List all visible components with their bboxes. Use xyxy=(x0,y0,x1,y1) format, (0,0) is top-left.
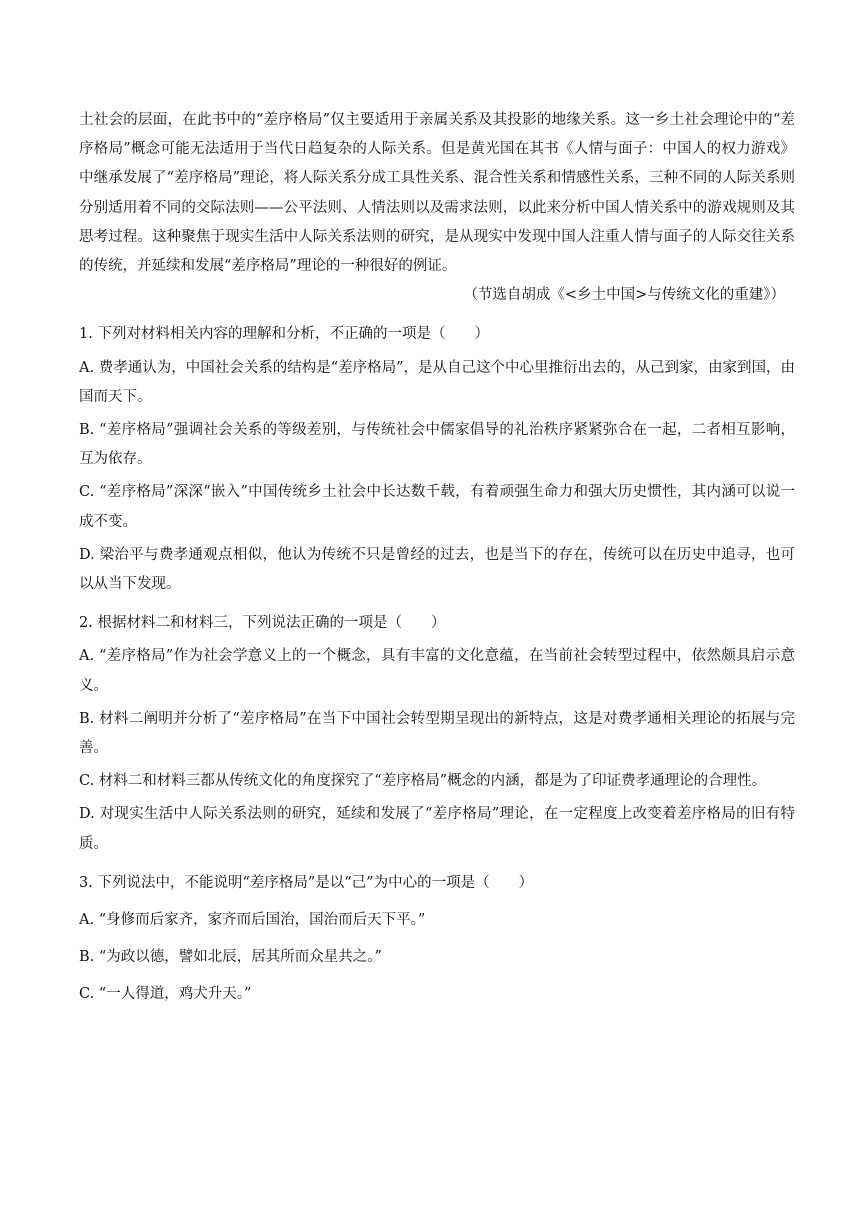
question-3-option-c: C. “一人得道，鸡犬升天。” xyxy=(79,986,252,1003)
question-1-option-a: A. 费孝通认为，中国社会关系的结构是“差序格局”，是从自己这个中心里推衍出去的，从己到家，由家到国，由国而天下。 xyxy=(79,359,796,405)
question-3-stem: 3. 下列说法中，不能说明“差序格局”是以“己”为中心的一项是（ ） xyxy=(79,874,534,891)
question-2-option-c: C. 材料二和材料三都从传统文化的角度探究了“差序格局”概念的内涵，都是为了印证费孝通理论的合理性。 xyxy=(79,773,767,790)
question-1-option-d: D. 梁治平与费孝通观点相似，他认为传统不只是曾经的过去，也是当下的存在，传统可以在历史中追寻，也可以从当下发现。 xyxy=(79,546,795,593)
question-1-option-b: B. “差序格局”强调社会关系的等级差别，与传统社会中儒家倡导的礼治秩序紧紧弥合在一起，二者相互影响，互为依存。 xyxy=(79,422,795,468)
passage-source: （节选自胡成《<乡土中国>与传统文化的重建》） xyxy=(463,287,785,304)
question-2-option-a: A. “差序格局”作为社会学意义上的一个概念，具有丰富的文化意蕴，在当前社会转型过程中，依然颇具启示意义。 xyxy=(79,648,795,694)
document-page xyxy=(79,106,795,1010)
question-2-stem: 2. 根据材料二和材料三，下列说法正确的一项是（ ） xyxy=(79,615,446,632)
question-1-stem: 1. 下列对材料相关内容的理解和分析，不正确的一项是（ ） xyxy=(79,326,489,343)
question-2-option-d: D. 对现实生活中人际关系法则的研究，延续和发展了“差序格局”理论，在一定程度上改变着差序格局的旧有特质。 xyxy=(79,806,795,852)
question-3-option-a: A. “身修而后家齐，家齐而后国治，国治而后天下平。” xyxy=(79,912,426,929)
passage-text: 土社会的层面，在此书中的“差序格局”仅主要适用于亲属关系及其投影的地缘关系。这一乡土社会理论中的“差序格局”概念可能无法适用于当代日趋复杂的人际关系。但是黄光国在其书《人情与面子：中国人的权力游戏》中继承发展了“差序格局”理论，将人际关系分成工具性关系、混合性关系和情感性关系，三种不同的人际关系则分别适用着不同的交际法则——公平法则、人情法则以及需求法则，以此来分析中国人情关系中的游戏规则及其思考过程。这种聚焦于现实生活中人际关系法则的研究，是从现实中发现中国人注重人情与面子的人际交往关系的传统，并延续和发展“差序格局”理论的一种很好的例证。 xyxy=(79,112,795,275)
question-1-option-c: C. “差序格局”深深“嵌入”中国传统乡土社会中长达数千载，有着顽强生命力和强大历史惯性，其内涵可以说一成不变。 xyxy=(79,484,795,530)
question-2-option-b: B. 材料二阐明并分析了“差序格局”在当下中国社会转型期呈现出的新特点，这是对费孝通相关理论的拓展与完善。 xyxy=(79,710,795,757)
question-3-option-b: B. “为政以德，譬如北辰，居其所而众星共之。” xyxy=(79,949,382,966)
